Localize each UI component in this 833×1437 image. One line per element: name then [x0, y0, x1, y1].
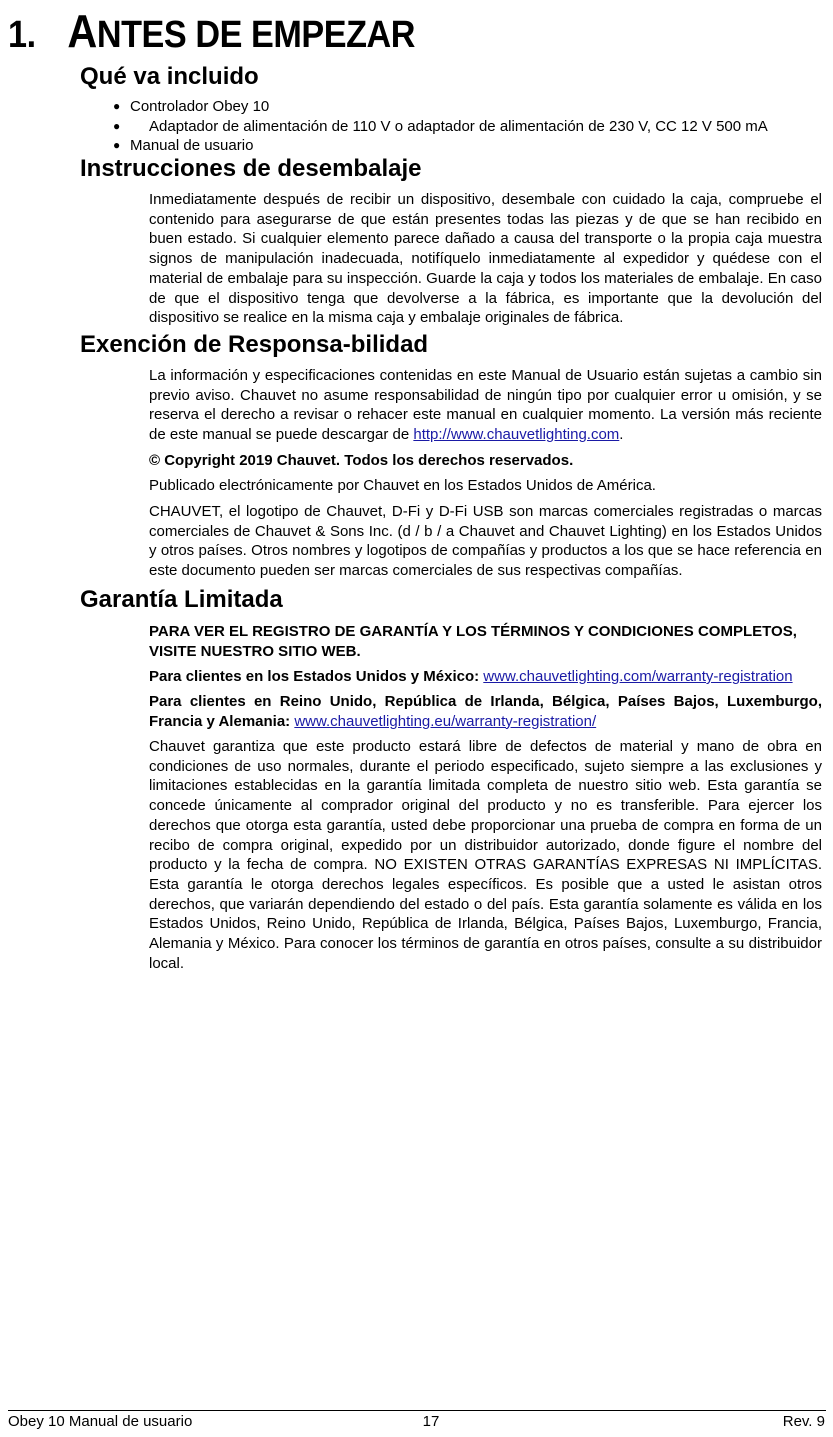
- chauvet-website-link[interactable]: http://www.chauvetlighting.com: [413, 426, 620, 444]
- warranty-eu-registration: Para clientes en Reino Unido, República de Irlanda, Bélgica, Países Bajos, Luxemburgo, Francia y Alemania: www.chauvetlighting.eu/warranty-registration/: [149, 693, 822, 730]
- included-list: [113, 97, 768, 156]
- us-warranty-link[interactable]: www.chauvetlighting.com/warranty-registration: [483, 668, 793, 685]
- footer-divider: [8, 1410, 826, 1411]
- list-item: ● Manual de usuario: [113, 137, 254, 155]
- warranty-notice: PARA VER EL REGISTRO DE GARANTÍA Y LOS TÉRMINOS Y CONDICIONES COMPLETOS, VISITE NUESTRO SITIO WEB.: [149, 623, 797, 660]
- unpacking-heading: Instrucciones de desembalaje: [80, 155, 422, 182]
- bullet-icon: ●: [113, 138, 121, 153]
- warranty-us-registration: Para clientes en los Estados Unidos y México: www.chauvetlighting.com/warranty-registration: [149, 668, 793, 685]
- eu-warranty-link[interactable]: www.chauvetlighting.eu/warranty-registration/: [294, 712, 597, 730]
- footer-revision: Rev. 9: [782, 1413, 825, 1430]
- chapter-number: 1.: [8, 14, 36, 56]
- bullet-icon: ●: [113, 118, 121, 133]
- warranty-heading: Garantía Limitada: [80, 586, 283, 613]
- chapter-title-rest: NTES DE EMPEZAR: [96, 14, 416, 56]
- footer-page-number: 17: [422, 1413, 440, 1430]
- warranty-body: Chauvet garantiza que este producto estará libre de defectos de material y mano de obra en condiciones de uso normales, durante el periodo especificado, sujeto siempre a las exclusiones y limitaciones establecidas en la garantía limitada completa de nuestro sitio web. Esta garantía se concede únicamente al comprador original del producto y no es transferible. Para ejercer los derechos que otorga esta garantía, usted debe proporcionar una prueba de compra en forma de un recibo de compra original, expedido por un distribuidor autorizado, donde figure el nombre del producto y la fecha de compra. NO EXISTEN OTRAS GARANTÍAS EXPRESAS NI IMPLÍCITAS. Esta garantía le otorga derechos legales específicos. Es posible que a usted le asistan otros derechos, que variarán dependiendo del estado o del país. Esta garantía solamente es válida en los Estados Unidos, Reino Unido, República de Irlanda, Bélgica, Países Bajos, Luxemburgo, Francia, Alemania y México. Para conocer los términos de garantía en otros países, consulte a su distribuidor local.: [149, 738, 822, 972]
- list-item: ● Adaptador de alimentación de 110 V o adaptador de alimentación de 230 V, CC 12 V 500 mA: [113, 117, 768, 135]
- unpacking-body: Inmediatamente después de recibir un dispositivo, desembale con cuidado la caja, compruebe el contenido para asegurarse de que están presentes todas las piezas y de que se han recibido en buen estado. Si cualquier elemento parece dañado a causa del transporte o la propia caja muestra signos de manipulación inadecuada, notifíquelo inmediatamente al expedidor y quédese con el material de embalaje para su inspección. Guarde la caja y todos los materiales de embalaje. En caso de que el dispositivo tenga que devolverse a la fábrica, es importante que la devolución del dispositivo se realice en la misma caja y embalaje originales de fábrica.: [149, 191, 822, 327]
- bullet-icon: ●: [113, 99, 121, 113]
- included-heading: Qué va incluido: [80, 63, 259, 90]
- disclaimer-heading: Exención de Responsa-bilidad: [80, 331, 429, 358]
- trademarks-notice: CHAUVET, el logotipo de Chauvet, D-Fi y D-Fi USB son marcas comerciales registradas o marcas comerciales de Chauvet & Sons Inc. (d / b / a Chauvet and Chauvet Lighting) en los Estados Unidos y otros países. Otros nombres y logotipos de compañías y productos a los que se hace referencia en este documento pueden ser marcas comerciales de sus respectivas compañías.: [149, 503, 822, 580]
- published-notice: Publicado electrónicamente por Chauvet en los Estados Unidos de América.: [149, 477, 656, 494]
- chapter-title-initial: A: [67, 5, 97, 57]
- copyright-notice: © Copyright 2019 Chauvet. Todos los derechos reservados.: [149, 452, 574, 469]
- footer-manual-title: Obey 10 Manual de usuario: [8, 1413, 193, 1430]
- disclaimer-body: La información y especificaciones contenidas en este Manual de Usuario están sujetas a cambio sin previo aviso. Chauvet no asume responsabilidad de ningún tipo por cualquier error u omisión, y se reserva el derecho a revisar o rehacer este manual en cualquier momento. La versión más reciente de este manual se puede descargar de http://www.chauvetlighting.com.: [149, 367, 822, 444]
- list-item: ● Controlador Obey 10: [113, 98, 270, 115]
- chapter-title: [8, 5, 416, 58]
